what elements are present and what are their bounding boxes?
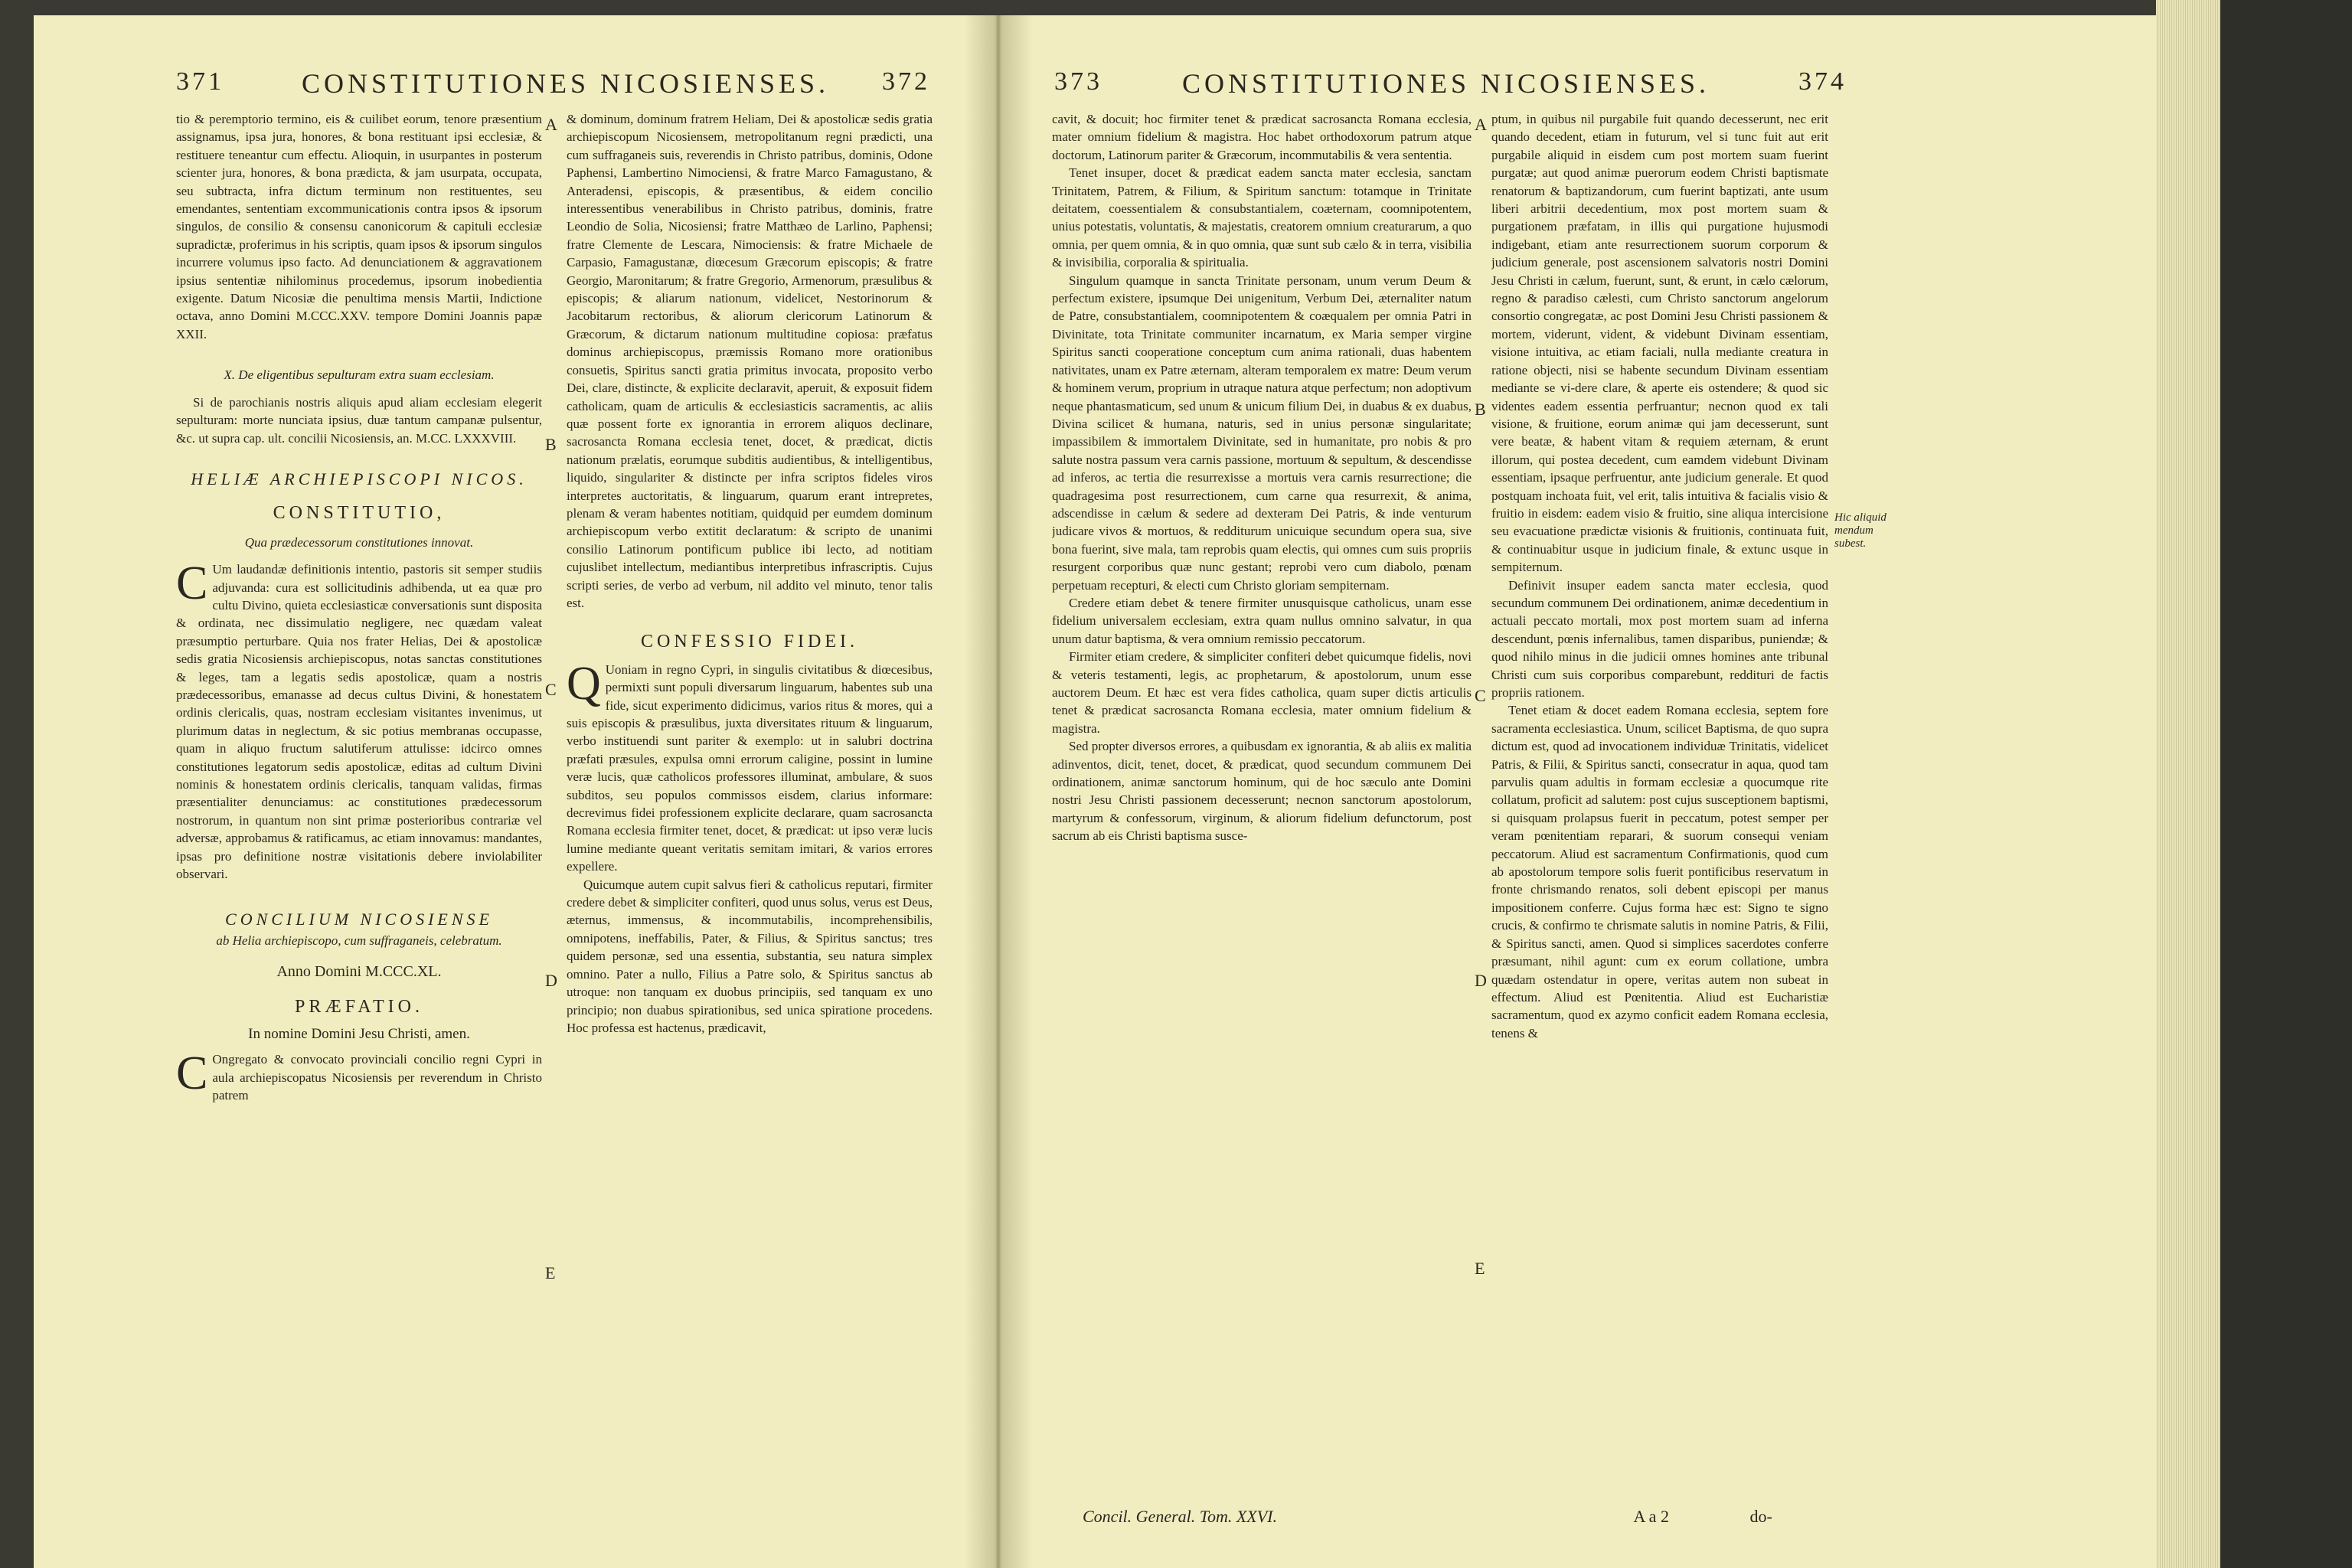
signature-mark: A a 2 [1633, 1507, 1669, 1526]
constitutio-text: Um laudandæ definitionis intentio, pastoris sit semper studiis adjuvanda: cura est sollicitudinis adhibenda, ut ea quæ pro cultu Divino, quieta ecclesiasticæ conversationis sunt disposita & ordinata, nec dissimulatio negligere, nec quædam valeat præsumptio perturbare. Quia nos frater Helias, Dei & apostolicæ sedis gratia Nicosiensis archiepiscopus, notas sanctas constitutiones & leges, tam a legatis sedis apostolicæ, quam a nostris prædecessoribus, emanasse ad decus cultus Divini, & honestatem ordinis clericalis, quas, nostram ecclesiam visitantes invenimus, ut plurimum datas in neglectum, & sic potius membranas occupasse, quam in aliquo fructum salutiferum attulisse: idcirco omnes constitutiones legatorum sedis apostolicæ, editas ad cultum Divini nominis & honestatem ordinis clericalis, tanquam validas, firmas præsentialiter denunciamus: ac constitutiones prædecessorum nostrorum, in quantum non sint primæ posterioribus contrariæ vel adversæ, approbamus & ratificamus, ac etiam innovamus: mandantes, ipsas pro definitione nostræ visitationis debere inviolabiliter observari. [176, 562, 542, 882]
text-block [567, 657, 933, 876]
page-footer [1083, 1507, 1833, 1527]
confessio-heading: CONFESSIO FIDEI. [640, 632, 859, 652]
margin-marker-b: B [545, 435, 557, 454]
constitutio-subtitle: Qua prædecessorum constitutiones innovat. [244, 534, 474, 550]
catchword: do- [1749, 1507, 1772, 1526]
text-block: Tenet etiam & docet eadem Romana ecclesia, septem fore sacramenta ecclesiastica. Unum, scilicet Baptisma, de quo supra dictum est, quod ad invocationem individuæ Trinitatis, videlicet Patris, & Filii, & Spiritus sancti, consecratur in aqua, quod tam parvulis quam adultis in formam ecclesiæ a quocumque rite collatum, proficit ad salutem: post cujus susceptionem baptismi, si quisquam prolapsus fuerit in peccatum, potest semper per veram pœnitentiam reparari, & suorum consequi veniam peccatorum. Aliud est sacramentum Confirmationis, quod cum ab apostolorum tempore solis fuerit pontificibus reservatum in fronte chrismando renatos, soli debent episcopi per manus impositionem conferre. Cujus forma hæc est: Signo te signo crucis, & confirmo te chrismate salutis in nomine Patris, & Filii, & Spiritus sancti, amen. Quod si simplices sacerdotes conferre præsumant, nihil agunt: cum ex eorum collatione, umbra quædam ostendatur in opere, veritas autem non subeat in effectum. Aliud est Pœnitentia. Aliud est Eucharistiæ sacramentum, quod ex azymo conficit eadem Romana ecclesia, tenens & [1491, 703, 1828, 1040]
text-block: tio & peremptorio termino, eis & cuilibet eorum, tenore præsentium assignamus, ipsa jura, honores, & bona restituant ipsi ecclesiæ, & restituere teneantur cum effectu. Alioquin, in usurpantes in posterum scienter jura, honores, & bona prædicta, & jam usurpata, occupata, seu subtracta, infra dictum terminum non restituentes, seu emendantes, sententiam excommunicationis contra ipsos & ipsorum singulos, de consilio & consensu canonicorum & capituli ecclesiæ supradictæ, proferimus in his scriptis, quam ipsos & ipsorum singulos incurrere volumus ipso facto. Ad denunciationem & aggravationem ipsius sententiæ nihilominus procedemus, ipsorum inobedientia exigente. Datum Nicosiæ die penultima mensis Martii, Indictione octava, anno Domini M.CCC.XXV. tempore Domini Joannis papæ XXII. [176, 112, 542, 341]
text-block: Definivit insuper eadem sancta mater ecclesia, quod secundum communem Dei ordinationem, animæ decedentium in actuali peccato mortali, mox post mortem suam ad inferna descendunt, pœnis infernalibus, tamen disparibus, puniendæ; & quod nihilo minus in die judicii omnes homines ante tribunal Christi cum suis corporibus comparebunt, reddituri de factis propriis rationem. [1491, 577, 1828, 700]
text-block: Credere etiam debet & tenere firmiter unusquisque catholicus, unam esse fidelium universalem ecclesiam, extra quam nullus omnino salvatur, in qua unum datur baptisma, & vera omnium remissio peccatorum. [1052, 595, 1472, 646]
section-heading-x: X. De eligentibus sepulturam extra suam ecclesiam. [224, 368, 495, 383]
drop-cap: Q [567, 657, 601, 710]
column-374 [1491, 110, 1828, 1504]
text-block: Tenet insuper, docet & prædicat eadem sancta mater ecclesia, sanctam Trinitatem, Patrem, & Filium, & Spiritum sanctum: totamque in Trinitate deitatem, coessentialem & consubstantialem, coæternam, coomnipotentem, unius potestatis, voluntatis, & majestatis, creatorem omnium creaturarum, a quo omnia, per quem omnia, & in quo omnia, quæ sunt sub cælo & in terra, visibilia & invisibilia, corporalia & spiritualia. [1052, 165, 1472, 270]
margin-marker-d: D [1475, 971, 1487, 990]
page-number-373: 373 [1054, 67, 1102, 96]
page-number-374: 374 [1798, 67, 1847, 96]
anno-domini: Anno Domini M.CCC.XL. [276, 963, 442, 981]
footer-volume: Concil. General. Tom. XXVI. [1083, 1507, 1277, 1526]
text-block: Singulum quamque in sancta Trinitate personam, unum verum Deum & perfectum existere, ipsumque Dei unigenitum, Verbum Dei, æternaliter natum de Patre, consubstantialem, coomnipotentem & coæqualem per omnia Patri in Divinitate, tota Trinitate communiter incarnatum, ex Maria semper virgine Spiritus sancti cooperatione conceptum cum anima rationali, duas habentem nativitates, unam ex Patre æternam, alteram temporalem ex matre: Deum verum & hominem verum, proprium in utraque natura atque perfectum; non adoptivum neque phantasmaticum, sed unum & unicum filium Dei, in duabus & ex duabus, Divina scilicet & humana, naturis, sed in unius personæ singularitate; impassibilem & immortalem Divinitate, sed in humanitate, pro nobis & pro salute nostra passum vera carnis passione, mortuum & sepultum, & descendisse ad inferos, ac tertia die resurrexisse a mortuis vera carnis resurrectione; die quadragesima post resurrectionem, cum carne qua resurrexit, & anima, adscendisse in cælum & sedere ad dexteram Dei Patris, & inde venturum judicare vivos & mortuos, & redditurum unicuique secundum opera sua, sive bona fuerint, sive mala, tam reprobis quam electis, qui omnes cum suis propriis resurgent corporibus quæ nunc gestant; reprobi vero cum diabolo, pœnam perpetuam recepturi, & electi cum Christo gloriam sempiternam. [1052, 273, 1472, 593]
running-head-right [1033, 67, 2156, 113]
praefatio-text: Ongregato & convocato provinciali concilio regni Cypri in aula archiepiscopatus Nicosiensis per reverendum in Christo patrem [212, 1052, 542, 1103]
running-title-right: CONSTITUTIONES NICOSIENSES. [1182, 68, 1710, 99]
drop-cap: C [176, 1047, 208, 1100]
helias-heading: HELIÆ ARCHIEPISCOPI NICOS. [191, 469, 528, 488]
text-block [176, 557, 542, 883]
running-head-left [34, 67, 964, 113]
book-gutter [964, 15, 1033, 1568]
text-block: Sed propter diversos errores, a quibusdam ex ignorantia, & ab aliis ex malitia adinventos, dicit, tenet, docet, & prædicat, quod secundum communem Dei ordinationem, animæ sanctorum hominum, qui de hoc sæculo ante Domini nostri Jesu Christi passionem decesserunt; necnon sanctorum apostolorum, martyrum & confessorum, virginum, & aliorum fidelium defunctorum, post sacrum ab eis Christi baptisma susce- [1052, 739, 1472, 844]
column-371 [176, 110, 542, 1504]
in-nomine: In nomine Domini Jesu Christi, amen. [248, 1026, 470, 1043]
column-372 [567, 110, 933, 1504]
margin-marker-a: A [1475, 115, 1487, 134]
text-block: ptum, in quibus nil purgabile fuit quando decesserunt, nec erit quando decedent, etiam in futurum, vel si tunc fuit aut erit purgabile aliquid in eisdem cum post mortem suam fuerint purgatæ; aut quod animæ puerorum eodem Christi baptismate renatorum & baptizandorum, cum fuerint baptizati, ante usum liberi arbitrii decedentium, mox post mortem suam & purgationem præfatam, in illis qui purgatione hujusmodi indigebant, etiam ante resurrectionem suorum corporum & judicium generale, post ascensionem salvatoris nostri Domini Jesu Christi in cælum, fuerunt, sunt, & erunt, in cælo cælorum, regno & paradiso cælesti, cum Christo sanctorum angelorum consortio congregatæ, ac post Domini Jesu Christi passionem & mortem, viderunt, vident, & videbunt Divinam essentiam, visione intuitiva, ac etiam faciali, nulla mediante creatura in ratione objecti, nisi se habente secundum Divinam essentiam mediante se vi-dere clare, & aperte eis ostendere; & quod sic videntes eadem essentia perfruantur; necnon quod ex tali visione, & fruitione, eorum animæ qui jam decesserunt, sunt vere beatæ, & habent vitam & requiem æternam, & erunt illorum, qui postea decedent, cum eamdem videbunt Divinam essentiam, ipsaque perfruentur, ante judicium generale. Et quod postquam inchoata fuit, vel erit, talis intuitiva & facialis visio & fruitio in eisdem: eadem visio & fruitio, sine aliqua intercisione seu evacuatione prædictæ visionis & fruitionis, continuata fuit, & continuabitur usque in judicium finale, & extunc usque in sempiternum. [1491, 112, 1828, 575]
column-373 [1052, 110, 1472, 1504]
margin-marker-d: D [545, 971, 557, 990]
running-title-left: CONSTITUTIONES NICOSIENSES. [302, 68, 830, 99]
text-block: & dominum, dominum fratrem Heliam, Dei & apostolicæ sedis gratia archiepiscopum Nicosiensem, metropolitanum regni prædicti, una cum suffraganeis suis, reverendis in Christo patribus, dominis, Odone Paphensi, Lambertino Nimociensi, & fratre Marco Famagustano, & Anteradensi, episcopis, & præsentibus, & eidem concilio interessentibus venerabilibus in Christo patribus, dominis, fratre Leondio de Solia, Nicosiensi; fratre Matthæo de Larlino, Paphensi; fratre Clemente de Lescara, Nimociensis: & fratre Michaele de Carpasio, Famagustanæ, diœcesum Græcorum episcopis; & fratre Georgio, Maronitarum; & fratre Gregorio, Armenorum, præsulibus & episcopis; & aliarum nationum, videlicet, Nestorinorum & Jacobitarum rectoribus, & aliorum clericorum Latinorum & Græcorum, & dictarum nationum multitudine copiosa: præfatus dominus archiepiscopus, præmissis Romano more orationibus consuetis, Spiritus sancti gratia primitus invocata, proposito verbo Dei, clare, distincte, & explicite declaravit, aperuit, & exposuit fidem catholicam, quam de articulis & ecclesiasticis sacramentis, ac aliis quæ possent forte ex ignorantia in errorem aliquos declinare, sacrosancta Romana ecclesia tenet, docet, & prædicat, dictis nationum prælatis, eorumque subditis audientibus, & intelligentibus, liquido, singulariter & distincte per infra scriptos fideles viros interpretes auctoritatis, & linguarum, quarum erant intrepretes, plenam & veram habentes notitiam, quidquid per eumdem dominum archiepiscopum verbo extitit declaratum: & scripto de unanimi consilio Latinorum pontificum publice ibi lecto, ad notitiam cujuslibet intellectum, mediantibus interpretibus infrascriptis. Cujus scripti series, de verbo ad verbum, nil addito vel minuto, tenor talis est. [567, 112, 933, 610]
margin-marker-a: A [545, 115, 557, 134]
page-number-372: 372 [882, 67, 930, 96]
margin-note: Hic aliquid mendum subest. [1834, 511, 1886, 550]
page-edges [2156, 0, 2220, 1568]
margin-marker-e: E [1475, 1259, 1485, 1278]
margin-marker-b: B [1475, 400, 1486, 419]
text-block: Quicumque autem cupit salvus fieri & catholicus reputari, firmiter credere debet & simpliciter confiteri, quod unus solus, verus est Deus, æternus, immensus, & incommutabilis, incomprehensibilis, omnipotens, ineffabilis, Pater, & Filius, & Spiritus sanctus; tres quidem personæ, sed una essentia, substantia, seu natura simplex omnino. Pater a nullo, Filius a Patre solo, & Spiritus sanctus ab utroque: non tanquam ex duobus principiis, sed tanquam ex uno principio; non duabus spirationibus, sed unica spiratione procedens. Hoc professa est hactenus, prædicavit, [567, 877, 933, 1035]
constitutio-heading: CONSTITUTIO, [273, 503, 446, 524]
text-block: Firmiter etiam credere, & simpliciter confiteri debet quicumque fidelis, novi & veteris testamenti, legis, ac prophetarum, & apostolorum, unum esse auctorem Deum. Et hæc est vera fides catholica, quam super dictis articulis tenet & prædicat sacrosancta Romana ecclesia, mater omnium fidelium & magistra. [1052, 649, 1472, 736]
concilium-heading: CONCILIUM NICOSIENSE [225, 910, 493, 929]
drop-cap: C [176, 557, 208, 610]
confessio-text: Uoniam in regno Cypri, in singulis civitatibus & diœcesibus, permixti sunt populi diversarum linguarum, habentes sub una fide, sicut experimento didicimus, varios ritus & mores, qui a suis episcopis & præsulibus, juxta diversitates rituum & linguarum, verbo instituendi sunt pariter & exemplo: ut in salubri doctrina præfati præsules, expulsa omni errorum caligine, possint in lumine veræ lucis, quæ catholicos professores illuminat, ambulare, & suos subditos, seu populos commissos eisdem, clarius informare: decrevimus fidei professionem explicite declarare, quam sacrosancta Romana ecclesia firmiter tenet, docet, & prædicat: ut ipso veræ lucis lumine mediante queant veritatis semitam imitari, & varios errores expellere. [567, 662, 933, 874]
margin-marker-e: E [545, 1263, 556, 1282]
book-spread [34, 15, 2156, 1568]
background-shadow [2220, 0, 2352, 1568]
text-block: cavit, & docuit; hoc firmiter tenet & prædicat sacrosancta Romana ecclesia, mater omnium fidelium & magistra. Hoc habet orthodoxorum patrum atque doctorum, Latinorum pariter & Græcorum, incommutabilis & vera sententia. [1052, 112, 1472, 162]
margin-marker-c: C [1475, 686, 1486, 705]
praefatio-heading: PRÆFATIO. [295, 996, 423, 1017]
text-block [176, 1047, 542, 1104]
page-number-371: 371 [176, 67, 224, 96]
text-block: Si de parochianis nostris aliquis apud aliam ecclesiam elegerit sepulturam: morte nunciata ipsius, duæ tantum campanæ pulsentur, &c. ut supra cap. ult. concilii Nicosiensis, an. M.CC. LXXXVIII. [176, 394, 542, 446]
margin-marker-c: C [545, 680, 557, 699]
concilium-subtitle: ab Helia archiepiscopo, cum suffraganeis, celebratum. [216, 933, 502, 948]
